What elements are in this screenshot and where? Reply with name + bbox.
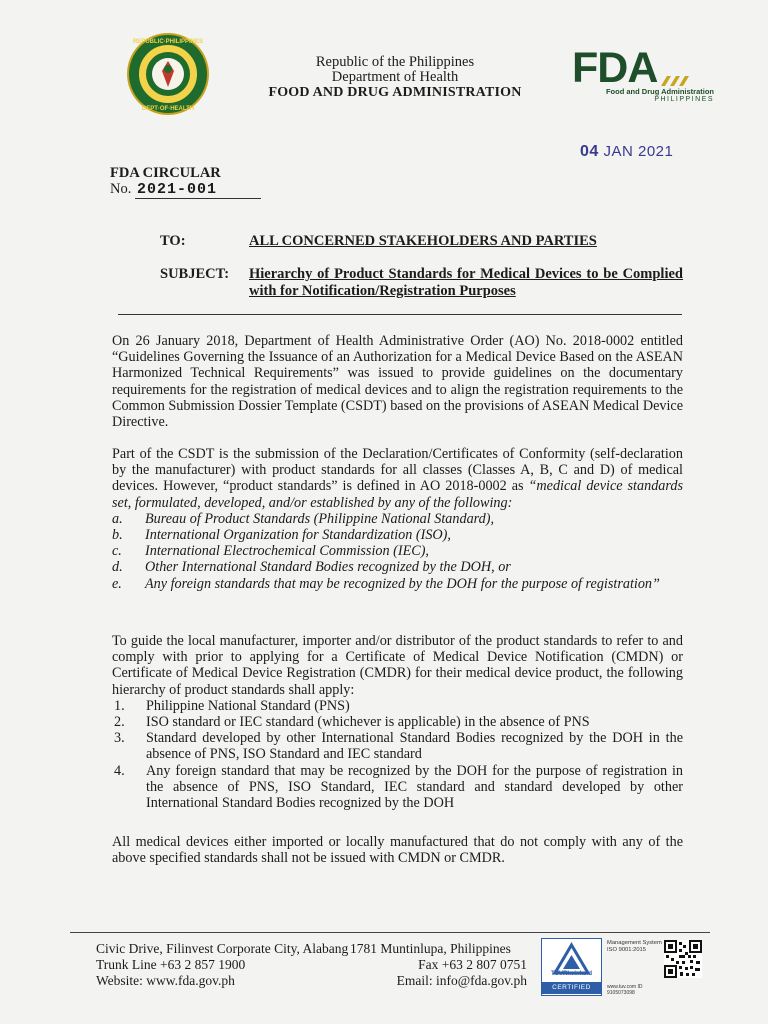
standards-bodies-list [112, 511, 683, 592]
management-system-label: Management System ISO 9001:2015 [607, 940, 662, 953]
fda-logo-subtitle: Food and Drug Administration [605, 87, 714, 96]
paragraph-1: On 26 January 2018, Department of Health Administrative Order (AO) No. 2018-0002 entitled “Guidelines Governing the Issuance of an Authorization for a Medical Device Based on the ASEAN Harmonized Technical Requirements” was issued to provide guidelines on the documentary requirements for the registration of medical devices and to align the registration requirements to the Common Submission Dossier Template (CSDT) based on the provisions of ASEAN Medical Device Directive. [112, 333, 683, 431]
hierarchy-list [112, 698, 683, 811]
date-stamp: 04 JAN 2021 [580, 143, 674, 160]
fda-logo-country: PHILIPPINES [654, 96, 714, 103]
paragraph-2-intro: Part of the CSDT is the submission of the Declaration/Certificates of Conformity (self-declaration by the manufacturer) with product standards for all classes (Classes A, B, C and D) of medical devices. However, “product standards” is defined in AO 2018-0002 as [112, 446, 683, 495]
tuv-certified-label: CERTIFIED [541, 982, 602, 994]
subject-label: SUBJECT: [160, 266, 230, 282]
letterhead-line1: Republic of the Philippines [315, 54, 475, 70]
qr-code-icon [664, 940, 702, 978]
footer-contact-left [96, 941, 348, 989]
to-label: TO: [160, 233, 186, 249]
header-divider [118, 314, 682, 315]
footer-email: Email: info@fda.gov.ph [396, 973, 527, 988]
paragraph-3 [112, 633, 683, 811]
tuv-name: TÜVRheinland [550, 971, 592, 977]
fda-slash-icon [659, 66, 693, 88]
footer-fax: Fax +63 2 807 0751 [418, 957, 527, 972]
letterhead-org: FOOD AND DRUG ADMINISTRATION [268, 85, 522, 100]
fda-logo [572, 44, 714, 104]
list-item: a. Bureau of Product Standards (Philippine National Standard), [112, 510, 495, 527]
letterhead [240, 55, 550, 100]
circular-number: 2021-001 [135, 181, 261, 199]
paragraph-4: All medical devices either imported or locally manufactured that do not comply with any of the above specified standards shall not be issued with CMDN or CMDR. [112, 834, 683, 867]
list-item: b. International Organization for Standardization (ISO), [112, 527, 451, 544]
circular-number-line [110, 181, 261, 199]
certificate-id: www.tuv.com ID 9105073098 [607, 984, 643, 996]
footer-website: Website: www.fda.gov.ph [96, 973, 235, 988]
doh-seal-logo [127, 33, 209, 115]
list-item: 2. ISO standard or IEC standard (whichever is applicable) in the absence of PNS [114, 714, 590, 731]
list-item: e. Any foreign standards that may be recognized by the DOH for the purpose of registration” [112, 575, 660, 592]
footer-trunk-line: Trunk Line +63 2 857 1900 [96, 957, 246, 972]
list-item: 1. Philippine National Standard (PNS) [114, 697, 350, 714]
list-item: 3. Standard developed by other International Standard Bodies recognized by the DOH in the absence of PNS, ISO Standard and IEC standard [114, 730, 683, 763]
paragraph-2-definition: “medical device standards set, formulated, developed, and/or established by any of the following: [112, 478, 683, 511]
circular-no-prefix: No. [110, 181, 132, 197]
letterhead-line2: Department of Health [331, 69, 459, 85]
footer-contact-right [390, 957, 527, 989]
subject-value: Hierarchy of Product Standards for Medical Devices to be Complied with for Notification/Registration Purposes [249, 266, 683, 299]
list-item: d. Other International Standard Bodies recognized by the DOH, or [112, 559, 511, 576]
fda-logo-word: FDA [572, 48, 714, 88]
paragraph-3-intro: To guide the local manufacturer, importer and/or distributor of the product standards to refer to and comply with prior to applying for a Certificate of Medical Device Notification (CMDN) or Certificate of Medical Device Registration (CMDR) for their medical device product, the following hierarchy of product standards shall apply: [112, 633, 683, 698]
circular-label: FDA CIRCULAR [110, 165, 221, 181]
svg-text:DEPT·OF·HEALTH: DEPT·OF·HEALTH [141, 106, 195, 112]
to-value: ALL CONCERNED STAKEHOLDERS AND PARTIES [249, 233, 597, 249]
list-item: c. International Electrochemical Commission (IEC), [112, 543, 429, 560]
svg-text:REPUBLIC·PHILIPPINES: REPUBLIC·PHILIPPINES [132, 39, 204, 45]
footer-divider [70, 932, 710, 933]
footer-address: Civic Drive, Filinvest Corporate City, Alabang [96, 941, 349, 956]
paragraph-2 [112, 446, 683, 592]
footer-address-city: 1781 Muntinlupa, Philippines [350, 941, 511, 956]
list-item: 4. Any foreign standard that may be recognized by the DOH for the purpose of registration in the absence of PNS, ISO Standard, IEC standard and standard developed by other International Standard Bodies recognized by the DOH [114, 762, 683, 812]
